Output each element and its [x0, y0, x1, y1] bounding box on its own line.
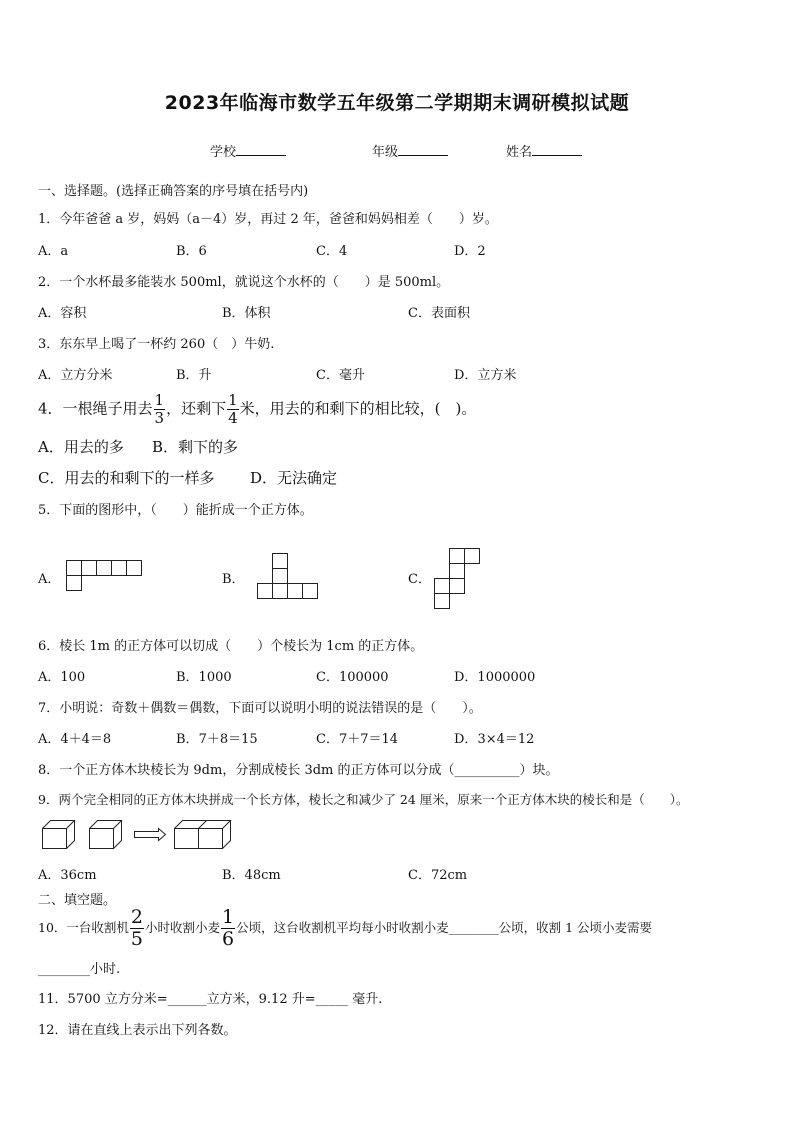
q9-option-a[interactable]: A．36cm	[38, 868, 97, 883]
q2-option-c[interactable]: C．表面积	[408, 306, 470, 321]
q7-option-c-expression: 7＋7＝14	[338, 732, 399, 747]
cube-net-c-figure	[433, 548, 483, 612]
q6-option-c[interactable]: C．100000	[316, 670, 389, 685]
q7-option-c[interactable]	[316, 728, 398, 747]
q1-option-c[interactable]: C．4	[316, 244, 348, 259]
q3-option-b[interactable]: B．升	[176, 368, 212, 383]
cuboid-icon	[175, 821, 231, 849]
fraction-numerator: 1	[154, 391, 165, 409]
cube-2-icon	[90, 821, 122, 849]
q9-option-b[interactable]: B．48cm	[222, 868, 281, 883]
school-field[interactable]	[210, 141, 286, 160]
q7-option-a-letter: A．	[38, 732, 61, 747]
q7-option-d-expression: 3×4＝12	[477, 732, 535, 747]
q4-option-a[interactable]: A．用去的多	[38, 438, 124, 456]
question-1: 1．今年爸爸 a 岁，妈妈（a－4）岁，再过 2 年，爸爸和妈妈相差（ ）岁。	[38, 212, 498, 227]
question-9: 9．两个完全相同的正方体木块拼成一个长方体，棱长之和减少了 24 厘米，原来一个正方体木块的棱长和是（ ）。	[38, 792, 689, 807]
question-5: 5．下面的图形中，（ ）能折成一个正方体。	[38, 503, 313, 518]
name-label: 姓名	[506, 145, 533, 160]
q4-text-end: 米，用去的和剩下的相比较，( )。	[239, 399, 477, 418]
question-12: 12．请在直线上表示出下列各数。	[38, 1023, 237, 1038]
q4-option-c[interactable]: C．用去的和剩下的一样多	[38, 469, 215, 487]
q1-option-a[interactable]: A．a	[38, 244, 69, 259]
q5-option-c-label[interactable]: C．	[408, 572, 431, 587]
q5-option-a-label[interactable]: A．	[38, 572, 61, 587]
fraction-numerator: 1	[222, 906, 235, 928]
q7-option-c-letter: C．	[316, 732, 339, 747]
q7-option-a-expression: 4＋4＝8	[60, 732, 112, 747]
cube-net-b-figure	[257, 553, 321, 603]
q7-option-a[interactable]	[38, 728, 111, 747]
q10-text-end: 公顷，这台收割机平均每小时收割小麦________公顷，收割 1 公顷小麦需要	[236, 920, 653, 935]
question-7: 7．小明说：奇数＋偶数＝偶数，下面可以说明小明的说法错误的是（ ）。	[38, 701, 482, 716]
page-title: 2023年临海市数学五年级第二学期期末调研模拟试题	[164, 92, 630, 114]
name-field[interactable]	[506, 141, 582, 160]
q10-text-start: 10．一台收割机	[38, 920, 129, 935]
fraction-two-fifths	[130, 908, 144, 949]
school-blank[interactable]	[236, 143, 286, 156]
q1-option-d[interactable]: D．2	[454, 244, 486, 259]
q6-option-d[interactable]: D．1000000	[454, 670, 536, 685]
arrow-right-icon	[135, 829, 166, 841]
q3-option-a[interactable]: A．立方分米	[38, 368, 113, 383]
q4-option-b[interactable]: B．剩下的多	[152, 438, 239, 456]
q7-option-b-letter: B．	[176, 732, 199, 747]
q7-option-b-expression: 7＋8＝15	[198, 732, 258, 747]
name-blank[interactable]	[532, 143, 582, 156]
fraction-numerator: 1	[228, 391, 238, 409]
fraction-denominator: 4	[228, 409, 238, 427]
question-2: 2．一个水杯最多能装水 500ml，就说这个水杯的（ ）是 500ml。	[38, 275, 450, 290]
question-3: 3．东东早上喝了一杯约 260（ ）牛奶.	[38, 337, 275, 352]
cube-1-icon	[43, 821, 75, 849]
question-4	[38, 393, 476, 426]
fraction-numerator: 2	[130, 906, 143, 928]
q4-option-d[interactable]: D．无法确定	[250, 469, 338, 487]
q2-option-a[interactable]: A．容积	[38, 306, 87, 321]
fraction-one-quarter	[227, 393, 239, 426]
section-1-heading: 一、选择题。(选择正确答案的序号填在括号内)	[38, 184, 309, 199]
question-8: 8．一个正方体木块棱长为 9dm，分割成棱长 3dm 的正方体可以分成（__________）块。	[38, 763, 559, 778]
question-10	[38, 908, 652, 949]
question-11: 11．5700 立方分米=______立方米，9.12 升=_____ 毫升.	[38, 992, 383, 1007]
q2-option-b[interactable]: B．体积	[222, 306, 271, 321]
q9-option-c[interactable]: C．72cm	[408, 868, 468, 883]
q4-text-middle: ，还剩下	[166, 399, 227, 418]
cube-net-a-figure	[66, 560, 146, 594]
q7-option-d-letter: D．	[454, 732, 478, 747]
grade-label: 年级	[372, 145, 399, 160]
q7-option-d[interactable]	[454, 728, 534, 747]
q3-option-d[interactable]: D．立方米	[454, 368, 517, 383]
q10-text-middle: 小时收割小麦	[145, 920, 221, 935]
grade-blank[interactable]	[398, 143, 448, 156]
q6-option-b[interactable]: B．1000	[176, 670, 232, 685]
q5-option-b-label[interactable]: B．	[222, 572, 245, 587]
grade-field[interactable]	[372, 141, 448, 160]
school-label: 学校	[210, 145, 237, 160]
fraction-denominator: 6	[222, 928, 235, 950]
question-10-line-2: ________小时.	[38, 962, 121, 977]
q4-text-start: 4．一根绳子用去	[38, 399, 153, 418]
q3-option-c[interactable]: C．毫升	[316, 368, 365, 383]
question-6: 6．棱长 1m 的正方体可以切成（ ）个棱长为 1cm 的正方体。	[38, 639, 424, 654]
fraction-one-sixth	[221, 908, 235, 949]
cube-assembly-figure	[40, 817, 236, 851]
q1-option-b[interactable]: B．6	[176, 244, 207, 259]
q6-option-a[interactable]: A．100	[38, 670, 86, 685]
fraction-denominator: 3	[154, 409, 165, 427]
fraction-one-third	[154, 393, 166, 426]
section-2-heading: 二、填空题。	[38, 893, 117, 908]
q7-option-b[interactable]	[176, 728, 258, 747]
fraction-denominator: 5	[130, 928, 143, 950]
